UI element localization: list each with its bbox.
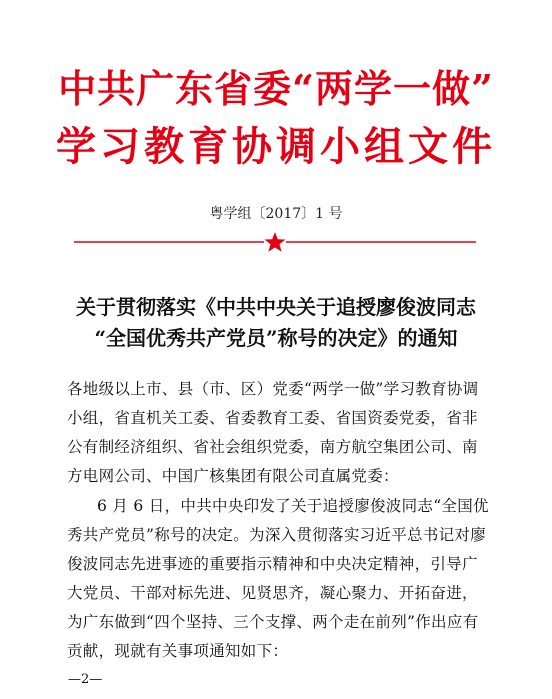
- body-line: 大党员、干部对标先进、见贤思齐，凝心聚力、开拓奋进，: [67, 584, 478, 602]
- body-line: 贡献，现就有关事项通知如下：: [67, 642, 289, 660]
- body-line: 小组，省直机关工委、省委教育工委、省国资委党委，省非: [67, 409, 478, 427]
- body-line: 方电网公司、中国广核集团有限公司直属党委：: [67, 467, 399, 485]
- body-line: 秀共产党员”称号的决定。为深入贯彻落实习近平总书记对廖: [67, 526, 487, 544]
- header-title-line-1: 中共广东省委“两学一做”: [58, 66, 494, 111]
- notice-title-line-1: 关于贯彻落实《中共中央关于追授廖俊波同志: [76, 295, 476, 319]
- body-line: 6 月 6 日，中共中央印发了关于追授廖俊波同志“全国优: [97, 497, 489, 515]
- body-line: 各地级以上市、县（市、区）党委“两学一做”学习教育协调: [67, 380, 479, 398]
- red-star-icon: [265, 232, 286, 252]
- body-line: 为广东做到“四个坚持、三个支撑、两个走在前列”作出应有: [67, 613, 479, 631]
- body-line: 公有制经济组织、省社会组织党委，南方航空集团公司、南: [67, 438, 478, 456]
- document-number: 粤学组〔2017〕1 号: [209, 206, 343, 222]
- notice-title-line-2: “全国优秀共产党员”称号的决定》的通知: [94, 326, 458, 350]
- body-line: 俊波同志先进事迹的重要指示精神和中央决定精神，引导广: [67, 555, 478, 573]
- header-title-line-2: 学习教育协调小组文件: [56, 123, 496, 170]
- page-number: —2—: [68, 672, 103, 687]
- red-divider: [74, 230, 476, 254]
